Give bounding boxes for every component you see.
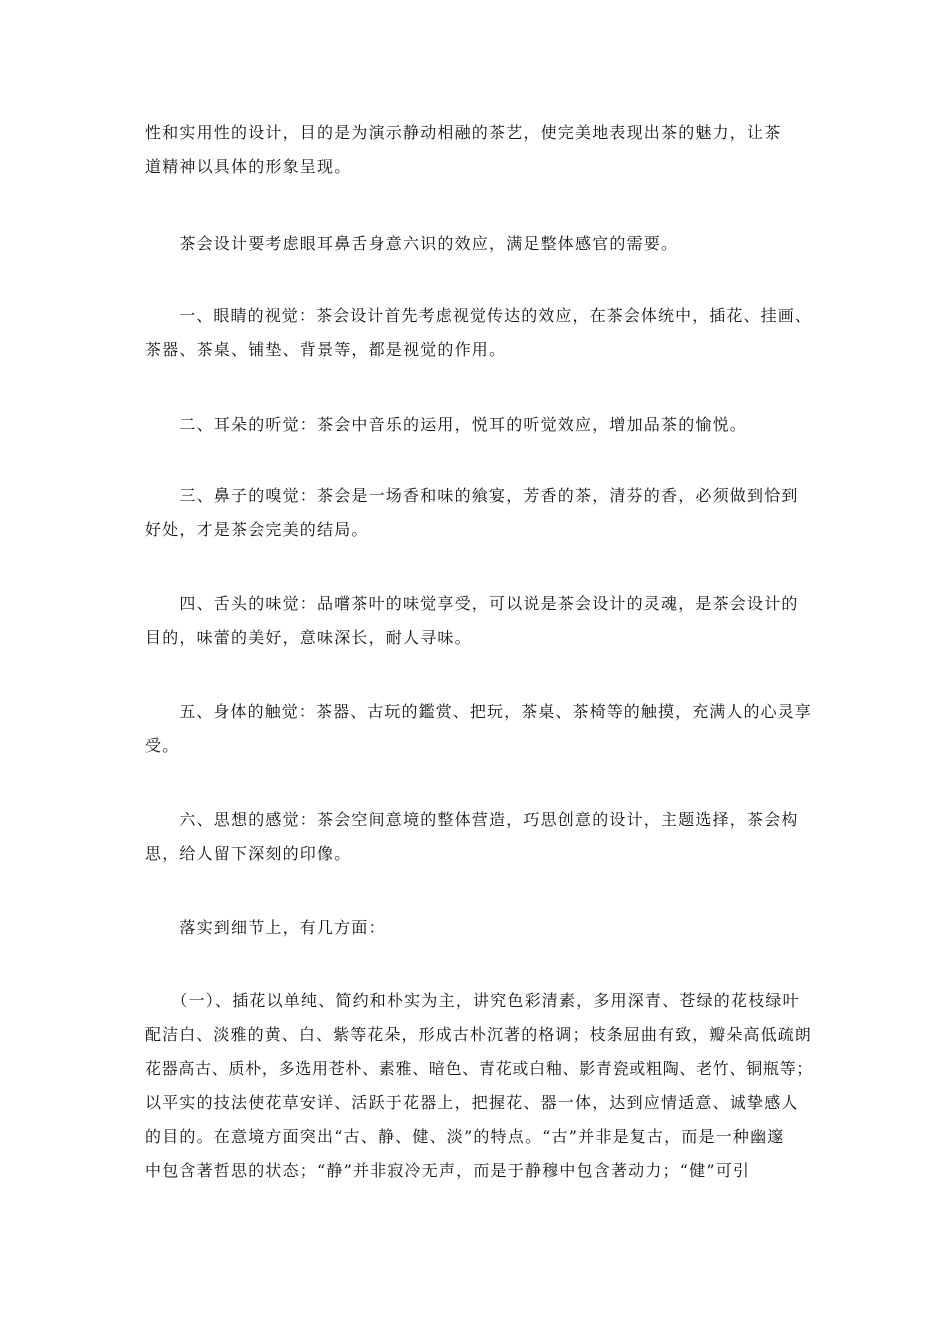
paragraph-six-senses-intro xyxy=(145,227,815,261)
paragraph-sense-mind xyxy=(145,803,815,871)
text-line: 三、鼻子的嗅觉：茶会是一场香和味的飨宴，芳香的茶，清芬的香，必须做到恰到 xyxy=(145,486,799,505)
text-line: （一）、插花以单纯、简约和朴实为主，讲究色彩清素，多用深青、苍绿的花枝绿叶 xyxy=(145,991,800,1010)
text-line: 二、耳朵的听觉：茶会中音乐的运用，悦耳的听觉效应，增加品茶的愉悦。 xyxy=(145,415,748,434)
paragraph-sense-taste xyxy=(145,587,815,655)
paragraph-sense-touch xyxy=(145,695,815,763)
paragraph-details-intro xyxy=(145,911,815,945)
text-line: 以平实的技法使花草安详、活跃于花器上，把握花、器一体，达到应情适意、诚挚感人 xyxy=(145,1093,799,1112)
paragraph-intro-continued xyxy=(145,116,815,184)
text-line: 中包含著哲思的状态；“静”并非寂冷无声，而是于静穆中包含著动力；“健”可引 xyxy=(145,1161,751,1180)
text-line: 落实到细节上，有几方面： xyxy=(145,918,386,937)
text-line: 四、舌头的味觉：品嚐茶叶的味觉享受，可以说是茶会设计的灵魂，是茶会设计的 xyxy=(145,594,799,613)
text-line: 花器高古、质朴，多选用苍朴、素雅、暗色、青花或白釉、影青瓷或粗陶、老竹、铜瓶等； xyxy=(145,1059,814,1078)
paragraph-detail-flower-arrangement xyxy=(145,984,815,1188)
text-line: 受。 xyxy=(145,736,180,755)
text-line: 茶器、茶桌、铺垫、背景等，都是视觉的作用。 xyxy=(145,340,507,359)
paragraph-sense-smell xyxy=(145,479,815,547)
text-line: 五、身体的触觉：茶器、古玩的鑑赏、把玩，茶桌、茶椅等的触摸，充满人的心灵享 xyxy=(145,702,812,721)
paragraph-sense-sight xyxy=(145,299,815,367)
paragraph-sense-hearing xyxy=(145,408,815,442)
text-line: 配洁白、淡雅的黄、白、紫等花朵，形成古朴沉著的格调；枝条屈曲有致，瓣朵高低疏朗 xyxy=(145,1025,812,1044)
text-line: 性和实用性的设计，目的是为演示静动相融的茶艺，使完美地表现出茶的魅力，让茶 xyxy=(145,123,782,142)
text-line: 道精神以具体的形象呈现。 xyxy=(145,157,352,176)
text-line: 茶会设计要考虑眼耳鼻舌身意六识的效应，满足整体感官的需要。 xyxy=(145,234,679,253)
text-line: 目的，味蕾的美好，意味深长，耐人寻味。 xyxy=(145,628,472,647)
text-line: 思，给人留下深刻的印像。 xyxy=(145,844,352,863)
text-line: 好处，才是茶会完美的结局。 xyxy=(145,520,369,539)
text-line: 的目的。在意境方面突出“古、静、健、淡”的特点。“古”并非是复古，而是一种幽邃 xyxy=(145,1127,785,1146)
text-line: 六、思想的感觉：茶会空间意境的整体营造，巧思创意的设计，主题选择，茶会构 xyxy=(145,810,799,829)
text-line: 一、眼睛的视觉：茶会设计首先考虑视觉传达的效应，在茶会体统中，插花、挂画、 xyxy=(145,306,812,325)
